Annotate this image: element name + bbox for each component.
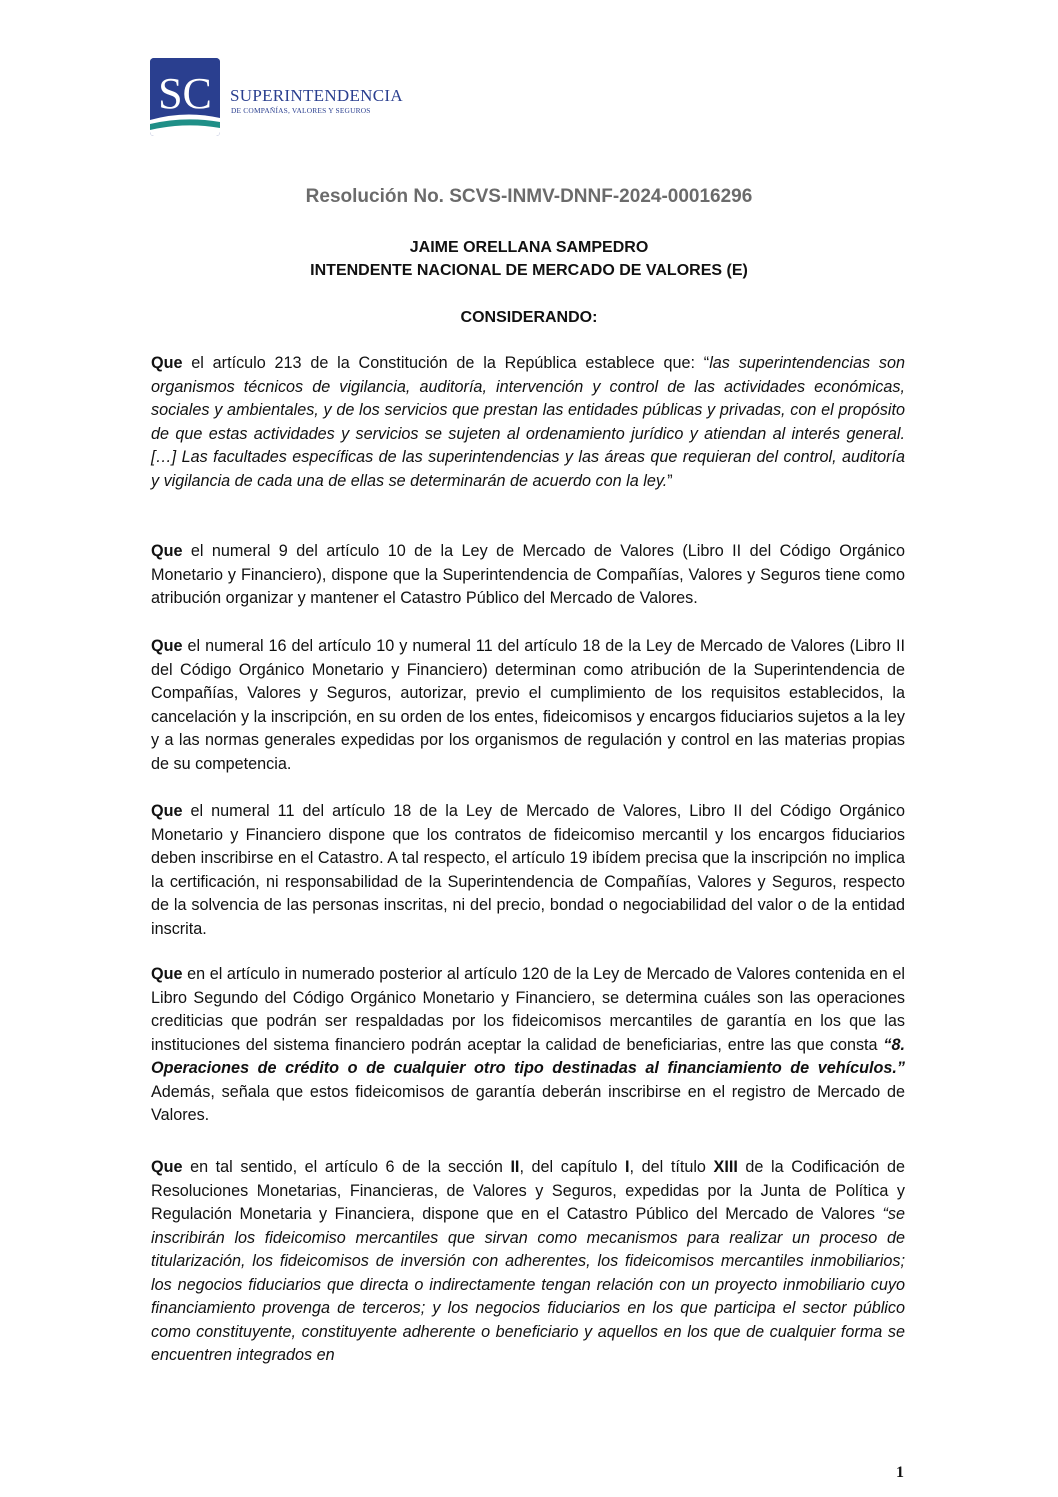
paragraph-quote: “se inscribirán los fideicomiso mercantiles que sirvan como mecanismos para realizar un proceso de titularización, los fideicomisos de inversión con adherentes, los fideicomisos mercantiles inmobiliarios; los negocios fiduciarios que directa o indirectamente tengan relación con un proyecto inmobiliario cuyo financiamiento provenga de terceros; y los negocios fiduciarios en los que participa el sector público como constituyente, constituyente adherente o beneficiario y aquellos en los que de cualquier forma se encuentren integrados en xyxy=(151,1205,905,1364)
logo-initials: SC xyxy=(158,69,212,118)
paragraph-text: en el artículo in numerado posterior al artículo 120 de la Ley de Mercado de Valores contenida en el Libro Segundo del Código Orgánico Monetario y Financiero, se determina cuáles son las operaciones crediticias que podrán ser respaldadas por los fideicomisos mercantiles de garantía en los que las instituciones del sistema financiero podrán aceptar la calidad de beneficiarias, entre las que consta xyxy=(151,965,905,1054)
paragraph-quote: “8. Operaciones de crédito o de cualquier otro tipo destinadas al financiamiento de vehículos.” xyxy=(151,1035,905,1077)
logo-subtitle: DE COMPAÑÍAS, VALORES Y SEGUROS xyxy=(231,106,371,115)
paragraph-lead: Que xyxy=(151,637,183,655)
paragraph-text: ” xyxy=(667,471,673,490)
paragraph-lead: Que xyxy=(151,965,183,983)
paragraph-lead: Que xyxy=(151,1158,183,1176)
resolution-number: Resolución No. SCVS-INMV-DNNF-2024-00016296 xyxy=(305,186,753,207)
superintendencia-logo xyxy=(150,58,403,138)
sc-emblem-icon xyxy=(150,58,220,136)
paragraph-1 xyxy=(151,352,905,493)
page-number: 1 xyxy=(896,1464,904,1481)
paragraph-lead: Que xyxy=(151,354,183,372)
paragraph-lead: Que xyxy=(151,542,183,560)
paragraph-6 xyxy=(151,1156,905,1368)
paragraph-text: , del capítulo xyxy=(519,1158,626,1176)
paragraph-5 xyxy=(151,963,905,1128)
considerando-heading: CONSIDERANDO: xyxy=(460,309,598,326)
chapter-number: I xyxy=(625,1158,630,1176)
title-number: XIII xyxy=(713,1158,738,1176)
paragraph-4 xyxy=(151,800,905,941)
paragraph-quote: las superintendencias son organismos técnicos de vigilancia, auditoría, intervención y control de las actividades económicas, sociales y ambientales, y de los servicios que prestan las entidades públicas y privadas, con el propósito de que estas actividades y servicios se sujeten al ordenamiento jurídico y atiendan al interés general. […] Las facultades específicas de las superintendencias y las áreas que requieran del control, auditoría y vigilancia de cada una de ellas se determinarán de acuerdo con la ley. xyxy=(151,354,905,490)
paragraph-text: el artículo 213 de la Constitución de la República establece que: “ xyxy=(182,354,710,372)
paragraph-text: de la Codificación de Resoluciones Monetarias, Financieras, de Valores y Seguros, expedidas por la Junta de Política y Regulación Monetaria y Financiera, dispone que en el Catastro Público del Mercado de Valores xyxy=(151,1158,906,1223)
section-number: II xyxy=(510,1158,520,1176)
paragraph-text: el numeral 9 del artículo 10 de la Ley de Mercado de Valores (Libro II del Código Orgánico Monetario y Financiero), dispone que la Superintendencia de Compañías, Valores y Seguros tiene como atribución organizar y mantener el Catastro Público del Mercado de Valores. xyxy=(151,542,905,607)
authority-name: JAIME ORELLANA SAMPEDRO xyxy=(409,239,649,256)
paragraph-text: en tal sentido, el artículo 6 de la sección xyxy=(182,1158,511,1176)
paragraph-text: el numeral 11 del artículo 18 de la Ley de Mercado de Valores, Libro II del Código Orgánico Monetario y Financiero dispone que los contratos de fideicomiso mercantil y los encargos fiduciarios deben inscribirse en el Catastro. A tal respecto, el artículo 19 ibídem precisa que la inscripción no implica la certificación, ni responsabilidad de la Superintendencia de Compañías, Valores y Seguros, respecto de la solvencia de las personas inscritas, ni del precio, bondad o negociabilidad del valor o de la entidad inscrita. xyxy=(151,802,905,938)
authority-title: INTENDENTE NACIONAL DE MERCADO DE VALORES (E) xyxy=(310,262,748,279)
paragraph-text: , del título xyxy=(629,1158,714,1176)
paragraph-text: el numeral 16 del artículo 10 y numeral 11 del artículo 18 de la Ley de Mercado de Valores (Libro II del Código Orgánico Monetario y Financiero) determinan como atribución de la Superintendencia de Compañías, Valores y Seguros, autorizar, previo el cumplimiento de los requisitos establecidos, la cancelación y la inscripción, en su orden de los entes, fideicomisos y encargos fiduciarios sujetos a la ley y a las normas generales expedidas por los organismos de regulación y control en las materias propias de su competencia. xyxy=(151,637,905,773)
paragraph-3 xyxy=(151,635,905,776)
paragraph-text: Además, señala que estos fideicomisos de garantía deberán inscribirse en el registro de Mercado de Valores. xyxy=(151,1082,905,1124)
logo-name: SUPERINTENDENCIA xyxy=(230,86,403,105)
paragraph-lead: Que xyxy=(151,802,183,820)
paragraph-2 xyxy=(151,540,905,611)
